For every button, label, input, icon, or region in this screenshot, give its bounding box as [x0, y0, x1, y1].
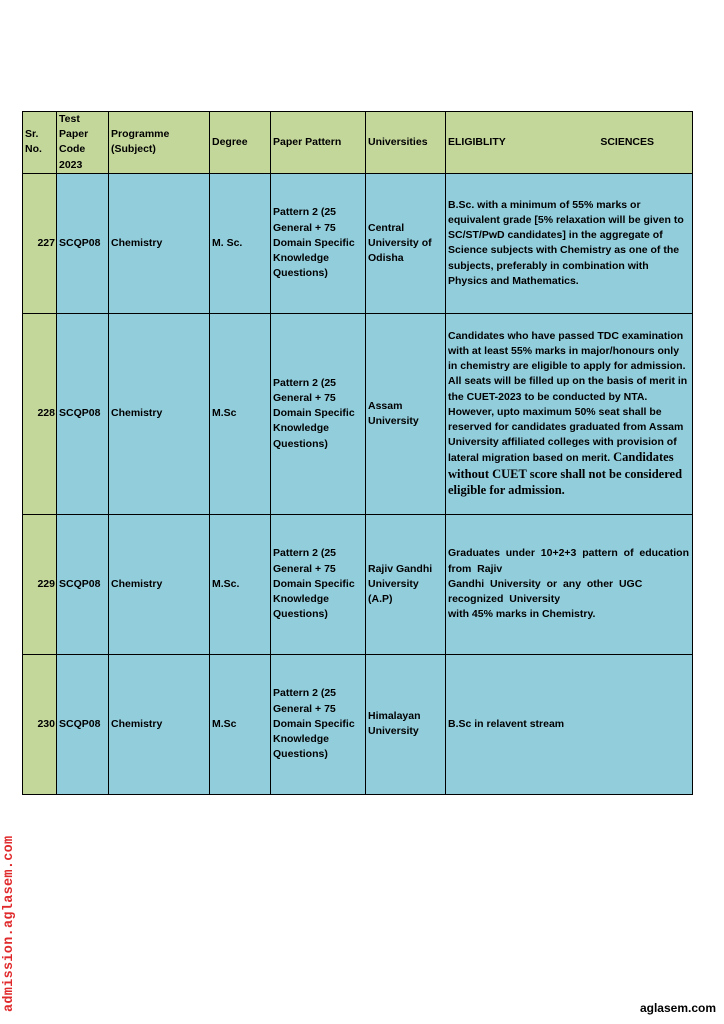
cell-sr-no: 228 [23, 313, 57, 514]
cell-eligibility [446, 313, 693, 514]
cell-eligibility [446, 514, 693, 654]
table-row [23, 514, 693, 654]
cell-test-paper-code: SCQP08 [57, 654, 109, 794]
eligibility-line: Graduates under 10+2+3 pattern of education [448, 547, 689, 560]
eligibility-cuet-note: Candidates without CUET score shall not be considered eligible for admission. [448, 450, 683, 497]
cell-programme: Chemistry [109, 654, 210, 794]
table-row [23, 654, 693, 794]
cell-eligibility: B.Sc. with a minimum of 55% marks or equivalent grade [5% relaxation will be given to SC/ST/PwD candidates] in the aggregate of Science subjects with Chemistry as one of the subjects, preferably in combination with Physics and Mathematics. [446, 173, 693, 313]
cell-test-paper-code: SCQP08 [57, 173, 109, 313]
cell-degree: M. Sc. [210, 173, 271, 313]
cell-sr-no: 227 [23, 173, 57, 313]
cell-paper-pattern: Pattern 2 (25 General + 75 Domain Specific Knowledge Questions) [271, 654, 366, 794]
cell-paper-pattern: Pattern 2 (25 General + 75 Domain Specific Knowledge Questions) [271, 514, 366, 654]
cell-programme: Chemistry [109, 173, 210, 313]
header-sciences-label: SCIENCES [600, 135, 654, 148]
eligibility-line: with 45% marks in Chemistry. [448, 608, 596, 621]
eligibility-table [22, 111, 693, 795]
cell-programme: Chemistry [109, 313, 210, 514]
header-eligibility [446, 112, 693, 174]
watermark-text: admission.aglasem.com [2, 835, 17, 1012]
cell-degree: M.Sc [210, 313, 271, 514]
cell-programme: Chemistry [109, 514, 210, 654]
header-sr-no: Sr. No. [23, 112, 57, 174]
cell-test-paper-code: SCQP08 [57, 313, 109, 514]
eligibility-line: recognized University [448, 592, 561, 605]
table-header-row [23, 112, 693, 174]
footer-site-name: aglasem.com [639, 1001, 716, 1015]
header-universities: Universities [366, 112, 446, 174]
header-eligibility-label: ELIGIBLITY [448, 135, 506, 148]
eligibility-line: Gandhi University or any other UGC [448, 577, 643, 590]
cell-university: Assam University [366, 313, 446, 514]
eligibility-line: from Rajiv [448, 562, 503, 575]
cell-sr-no: 230 [23, 654, 57, 794]
header-paper-pattern: Paper Pattern [271, 112, 366, 174]
table-row [23, 313, 693, 514]
header-test-paper-code: Test Paper Code 2023 [57, 112, 109, 174]
cell-degree: M.Sc. [210, 514, 271, 654]
cell-test-paper-code: SCQP08 [57, 514, 109, 654]
table-row [23, 173, 693, 313]
cell-degree: M.Sc [210, 654, 271, 794]
cell-paper-pattern: Pattern 2 (25 General + 75 Domain Specific Knowledge Questions) [271, 173, 366, 313]
cell-sr-no: 229 [23, 514, 57, 654]
cell-university: Central University of Odisha [366, 173, 446, 313]
cell-paper-pattern: Pattern 2 (25 General + 75 Domain Specific Knowledge Questions) [271, 313, 366, 514]
cell-eligibility: B.Sc in relavent stream [446, 654, 693, 794]
header-programme: Programme (Subject) [109, 112, 210, 174]
cell-university: Himalayan University [366, 654, 446, 794]
header-degree: Degree [210, 112, 271, 174]
eligibility-text: Candidates who have passed TDC examination with at least 55% marks in major/honours only in chemistry are eligible to apply for admission. All seats will be filled up on the basis of merit in the CUET-2023 to be conducted by NTA. However, upto maximum 50% seat shall be reserved for candidates graduated from Assam University affiliated colleges with provision of lateral migration based on merit. [448, 329, 688, 465]
cell-university: Rajiv Gandhi University (A.P) [366, 514, 446, 654]
